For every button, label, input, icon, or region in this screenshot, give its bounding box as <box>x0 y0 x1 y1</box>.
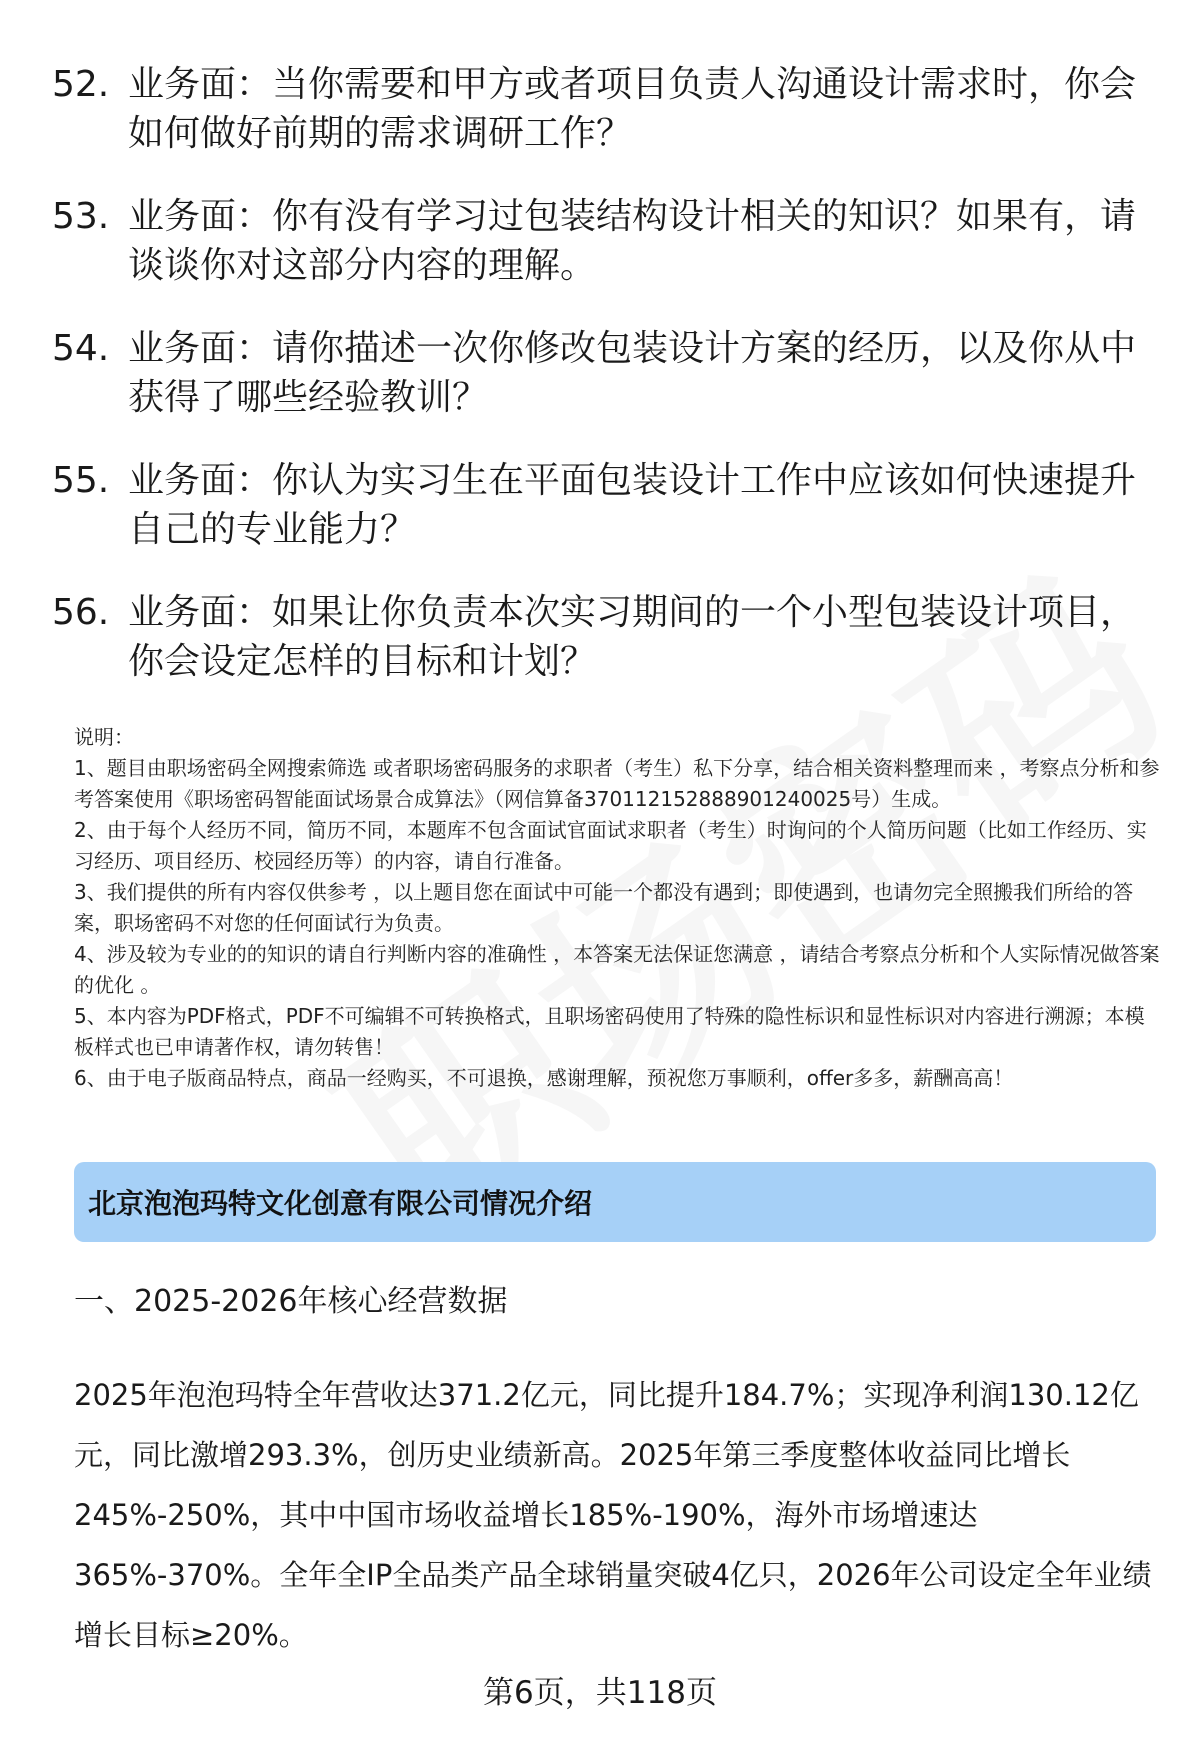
question-text: 业务面：你有没有学习过包装结构设计相关的知识？如果有，请谈谈你对这部分内容的理解。 <box>128 196 1137 286</box>
banner-title: 北京泡泡玛特文化创意有限公司情况介绍 <box>88 1187 593 1220</box>
note-item: 5、本内容为PDF格式，PDF不可编辑不可转换格式，且职场密码使用了特殊的隐性标识和显性标识对内容进行溯源；本模板样式也已申请著作权，请勿转售！ <box>74 1004 1145 1059</box>
body-paragraph <box>74 1365 1164 1665</box>
page-number: 第6页，共118页 <box>483 1675 717 1711</box>
question-text: 业务面：你认为实习生在平面包装设计工作中应该如何快速提升自己的专业能力？ <box>128 460 1137 550</box>
question-item <box>52 456 1142 554</box>
question-text: 业务面：如果让你负责本次实习期间的一个小型包装设计项目，你会设定怎样的目标和计划？ <box>128 592 1137 682</box>
notes-title: 说明： <box>74 725 134 749</box>
question-number: 54. <box>52 328 110 369</box>
note-item: 2、由于每个人经历不同，简历不同，本题库不包含面试官面试求职者（考生）时询问的个人简历问题（比如工作经历、实习经历、项目经历、校园经历等）的内容，请自行准备。 <box>74 818 1147 873</box>
company-banner <box>74 1162 1156 1242</box>
note-item: 1、题目由职场密码全网搜索筛选 或者职场密码服务的求职者（考生）私下分享，结合相关资料整理而来 ，考察点分析和参考答案使用《职场密码智能面试场景合成算法》（网信算备370112152888901240025号）生成。 <box>74 756 1160 811</box>
question-number: 55. <box>52 460 110 501</box>
question-text: 业务面：当你需要和甲方或者项目负责人沟通设计需求时，你会如何做好前期的需求调研工作？ <box>128 64 1137 154</box>
question-number: 53. <box>52 196 110 237</box>
body-text: 2025年泡泡玛特全年营收达371.2亿元，同比提升184.7%；实现净利润130.12亿元，同比激增293.3%，创历史业绩新高。2025年第三季度整体收益同比增长245%-250%，其中中国市场收益增长185%-190%，海外市场增速达365%-370%。全年全IP全品类产品全球销量突破4亿只，2026年公司设定全年业绩增长目标≥20%。 <box>74 1378 1152 1652</box>
question-list <box>52 60 1142 720</box>
question-item <box>52 588 1142 686</box>
question-number: 56. <box>52 592 110 633</box>
question-number: 52. <box>52 64 110 105</box>
question-item <box>52 324 1142 422</box>
note-item: 6、由于电子版商品特点，商品一经购买，不可退换，感谢理解，预祝您万事顺利，offer多多，薪酬高高！ <box>74 1066 1014 1090</box>
question-text: 业务面：请你描述一次你修改包装设计方案的经历，以及你从中获得了哪些经验教训？ <box>128 328 1137 418</box>
question-item <box>52 60 1142 158</box>
section-heading: 一、2025-2026年核心经营数据 <box>74 1284 508 1319</box>
note-item: 4、涉及较为专业的的知识的请自行判断内容的准确性 ，本答案无法保证您满意 ，请结合考察点分析和个人实际情况做答案的优化 。 <box>74 942 1160 997</box>
note-item: 3、我们提供的所有内容仅供参考 ，以上题目您在面试中可能一个都没有遇到；即使遇到，也请勿完全照搬我们所给的答案，职场密码不对您的任何面试行为负责。 <box>74 880 1134 935</box>
question-item <box>52 192 1142 290</box>
notes-section <box>74 722 1164 1094</box>
